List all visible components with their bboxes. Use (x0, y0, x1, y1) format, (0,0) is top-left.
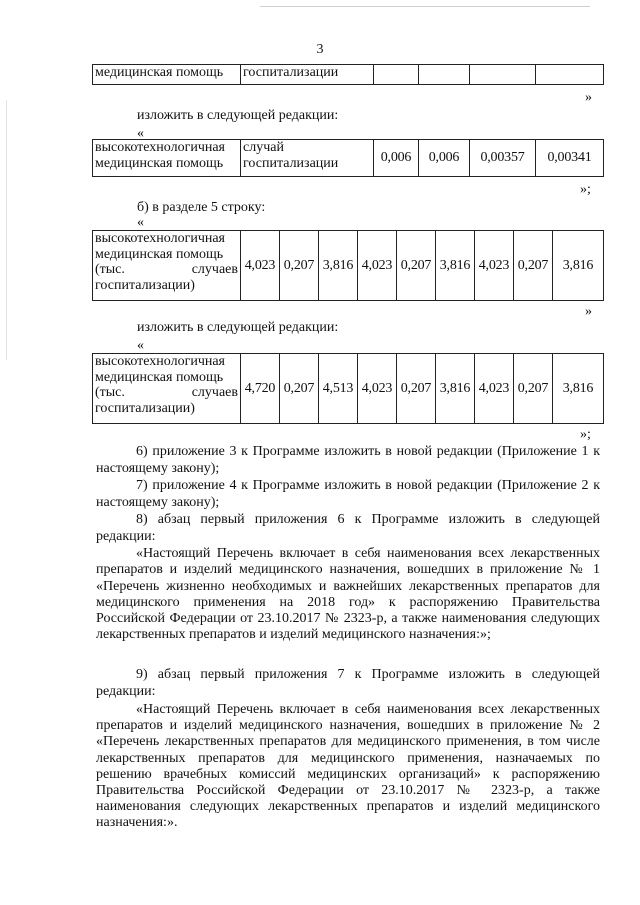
label-line: медицинская помощь (95, 369, 224, 385)
table-cell: госпитализации (241, 65, 374, 85)
table-old-section5 (92, 230, 604, 301)
label-line: случай (243, 140, 284, 155)
table-cell (93, 140, 241, 177)
table-cell: 4,023 (358, 231, 397, 301)
table-cell (536, 65, 604, 85)
table-cell (241, 140, 374, 177)
label-part: случаев (191, 385, 238, 400)
table-cell (419, 65, 470, 85)
table-cell: 0,207 (280, 354, 319, 424)
table-cell: 0,006 (374, 140, 419, 177)
table-new-section5 (92, 353, 604, 424)
table-cell (93, 354, 241, 424)
table-cell: 4,023 (475, 354, 514, 424)
table-cell: 0,207 (514, 231, 553, 301)
table-cell: 4,513 (319, 354, 358, 424)
table-cell: 4,023 (358, 354, 397, 424)
opening-quote: « (137, 126, 144, 141)
intro-text: изложить в следующей редакции: (137, 320, 339, 335)
opening-quote: « (137, 338, 144, 353)
table-cell: 3,816 (553, 231, 604, 301)
label-part: (тыс. (95, 385, 125, 400)
label-line: госпитализации (243, 155, 339, 171)
table-row (93, 140, 604, 177)
scan-artifact-top (260, 6, 590, 7)
paragraph-item-8-quote: «Настоящий Перечень включает в себя наименования всех лекарственных препаратов и изделий медицинского назначения, вошедших в приложение № 1 «Перечень жизненно необходимых и важнейших лекарственных препаратов для медицинского применения на 2018 год» к распоряжению Правительства Российской Федерации от 23.10.2017 № 2323-р, а также наименования следующих лекарственных препаратов и изделий медицинского назначения:»; (96, 546, 600, 643)
label-line: медицинская помощь (95, 246, 224, 262)
opening-quote: « (137, 215, 144, 230)
table-cell: 0,207 (397, 231, 436, 301)
table-cell: 0,207 (514, 354, 553, 424)
table-cell: 0,006 (419, 140, 470, 177)
closing-quote: »; (580, 427, 591, 442)
paragraph-item-7: 7) приложение 4 к Программе изложить в новой редакции (Приложение 2 к настоящему закону); (96, 478, 600, 510)
label-line: высокотехнологичная (95, 354, 225, 369)
table-cell: медицинская помощь (93, 65, 241, 85)
table-cell: 0,00357 (470, 140, 536, 177)
table-cell: 0,207 (397, 354, 436, 424)
page-number: 3 (316, 42, 324, 57)
intro-text: изложить в следующей редакции: (137, 108, 339, 123)
table-cell: 3,816 (436, 354, 475, 424)
table-cell: 0,00341 (536, 140, 604, 177)
table-top-continuation (92, 64, 604, 85)
paragraph-item-9-quote: «Настоящий Перечень включает в себя наименования всех лекарственных препаратов и изделий медицинского назначения, вошедших в приложение № 2 «Перечень лекарственных препаратов для медицинского применения, в том числе лекарственных препаратов для медицинского применения, назначаемых по решению врачебных комиссий медицинских организаций» к распоряжению Правительства Российской Федерации от 23.10.2017 № 2323-р, а также наименования следующих лекарственных препаратов и изделий медицинского назначения:». (96, 702, 600, 831)
table-row (93, 354, 604, 424)
table-new-hightech-cases (92, 139, 604, 177)
table-row (93, 65, 604, 85)
closing-quote: »; (580, 182, 591, 197)
closing-quote: » (585, 90, 592, 105)
label-line: медицинская помощь (95, 155, 224, 171)
intro-text: б) в разделе 5 строку: (137, 200, 266, 215)
table-cell: 3,816 (553, 354, 604, 424)
paragraph-item-8: 8) абзац первый приложения 6 к Программе изложить в следующей редакции: (96, 512, 600, 544)
table-cell (93, 231, 241, 301)
paragraph-item-6: 6) приложение 3 к Программе изложить в новой редакции (Приложение 1 к настоящему закону); (96, 444, 600, 476)
label-line: высокотехнологичная (95, 231, 225, 246)
table-cell: 4,023 (241, 231, 280, 301)
label-part: случаев (191, 262, 238, 277)
table-cell: 3,816 (319, 231, 358, 301)
table-cell (374, 65, 419, 85)
table-cell: 4,720 (241, 354, 280, 424)
label-line (95, 262, 238, 278)
closing-quote: » (585, 304, 592, 319)
label-part: (тыс. (95, 262, 125, 277)
label-line: высокотехнологичная (95, 140, 225, 155)
table-cell (470, 65, 536, 85)
label-line: госпитализации) (95, 400, 195, 416)
table-cell: 0,207 (280, 231, 319, 301)
table-cell: 3,816 (436, 231, 475, 301)
label-line: госпитализации) (95, 277, 195, 293)
paragraph-item-9: 9) абзац первый приложения 7 к Программе изложить в следующей редакции: (96, 667, 600, 699)
table-row (93, 231, 604, 301)
scan-artifact-left (6, 100, 7, 360)
table-cell: 4,023 (475, 231, 514, 301)
label-line (95, 385, 238, 401)
